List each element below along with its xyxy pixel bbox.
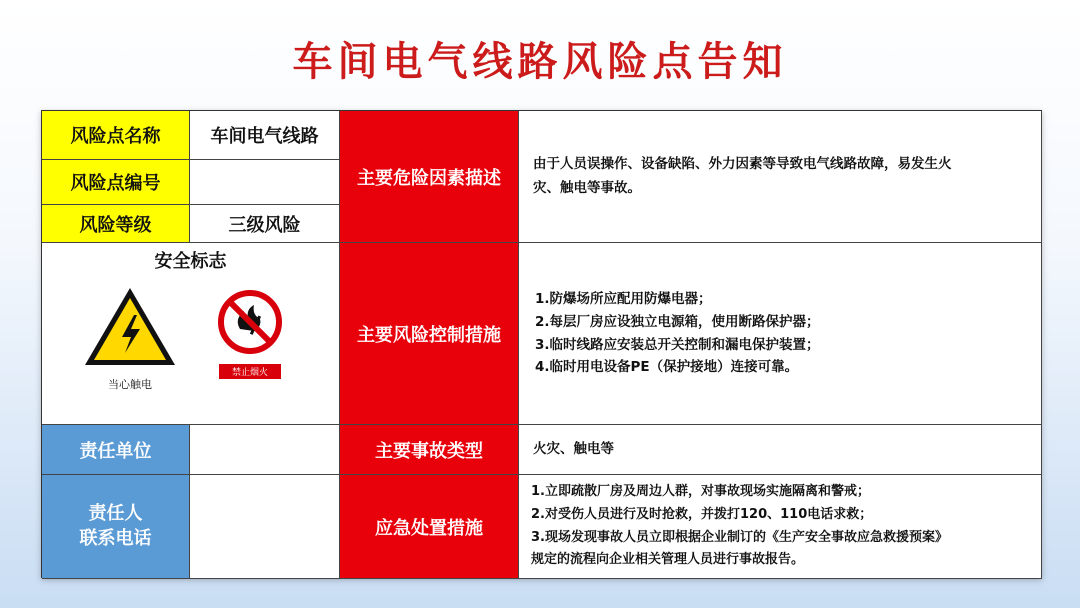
control-measures-label: 主要风险控制措施 — [340, 243, 519, 425]
responsible-unit-value — [190, 425, 340, 475]
emergency-measures-content — [519, 475, 1042, 579]
responsible-unit-label: 责任单位 — [42, 425, 190, 475]
control-measures-content — [519, 243, 1042, 425]
hazard-factors-line: 灾、触电等事故。 — [533, 179, 641, 196]
accident-types-label: 主要事故类型 — [340, 425, 519, 475]
control-measure-item: 3.临时线路应安装总开关控制和漏电保护装置； — [535, 336, 820, 353]
electric-shock-warning-icon — [82, 285, 178, 369]
emergency-measure-item: 规定的流程向企业相关管理人员进行事故报告。 — [531, 552, 805, 568]
no-fire-caption: 禁止烟火 — [219, 364, 281, 379]
page-title: 车间电气线路风险点告知 — [292, 39, 788, 85]
electric-shock-warning-sign — [82, 285, 178, 392]
risk-notice-table — [41, 110, 1042, 578]
risk-number-value — [190, 160, 340, 205]
risk-name-label: 风险点名称 — [42, 111, 190, 160]
control-measure-item: 1.防爆场所应配用防爆电器； — [535, 290, 712, 307]
no-fire-icon — [214, 289, 286, 355]
electric-shock-caption: 当心触电 — [108, 378, 152, 391]
emergency-measure-item: 2.对受伤人员进行及时抢救，并拨打120、110电话求救； — [531, 506, 873, 522]
risk-number-label: 风险点编号 — [42, 160, 190, 205]
control-measure-item: 2.每层厂房应设独立电源箱，使用断路保护器； — [535, 313, 820, 330]
hazard-factors-content — [519, 111, 1042, 243]
hazard-factors-label: 主要危险因素描述 — [340, 111, 519, 243]
accident-type-text: 火灾、触电等 — [533, 440, 614, 457]
no-fire-prohibition-sign — [214, 289, 286, 379]
hazard-factors-line: 由于人员误操作、设备缺陷、外力因素等导致电气线路故障，易发生火 — [533, 155, 952, 172]
responsible-person-label-line1: 责任人 — [88, 503, 143, 525]
responsible-person-value — [190, 475, 340, 579]
emergency-measure-item: 3.现场发现事故人员立即根据企业制订的《生产安全事故应急救援预案》 — [531, 529, 948, 545]
emergency-measures-label: 应急处置措施 — [340, 475, 519, 579]
control-measure-item: 4.临时用电设备PE（保护接地）连接可靠。 — [535, 359, 799, 376]
risk-name-value: 车间电气线路 — [190, 111, 340, 160]
emergency-measure-item: 1.立即疏散厂房及周边人群，对事故现场实施隔离和警戒； — [531, 484, 870, 499]
responsible-person-label-line2: 联系电话 — [79, 527, 152, 549]
safety-signs-panel — [42, 243, 340, 425]
responsible-person-label — [42, 475, 190, 579]
safety-signs-title: 安全标志 — [154, 251, 227, 272]
accident-types-content — [519, 425, 1042, 475]
risk-level-value: 三级风险 — [190, 205, 340, 243]
risk-level-label: 风险等级 — [42, 205, 190, 243]
